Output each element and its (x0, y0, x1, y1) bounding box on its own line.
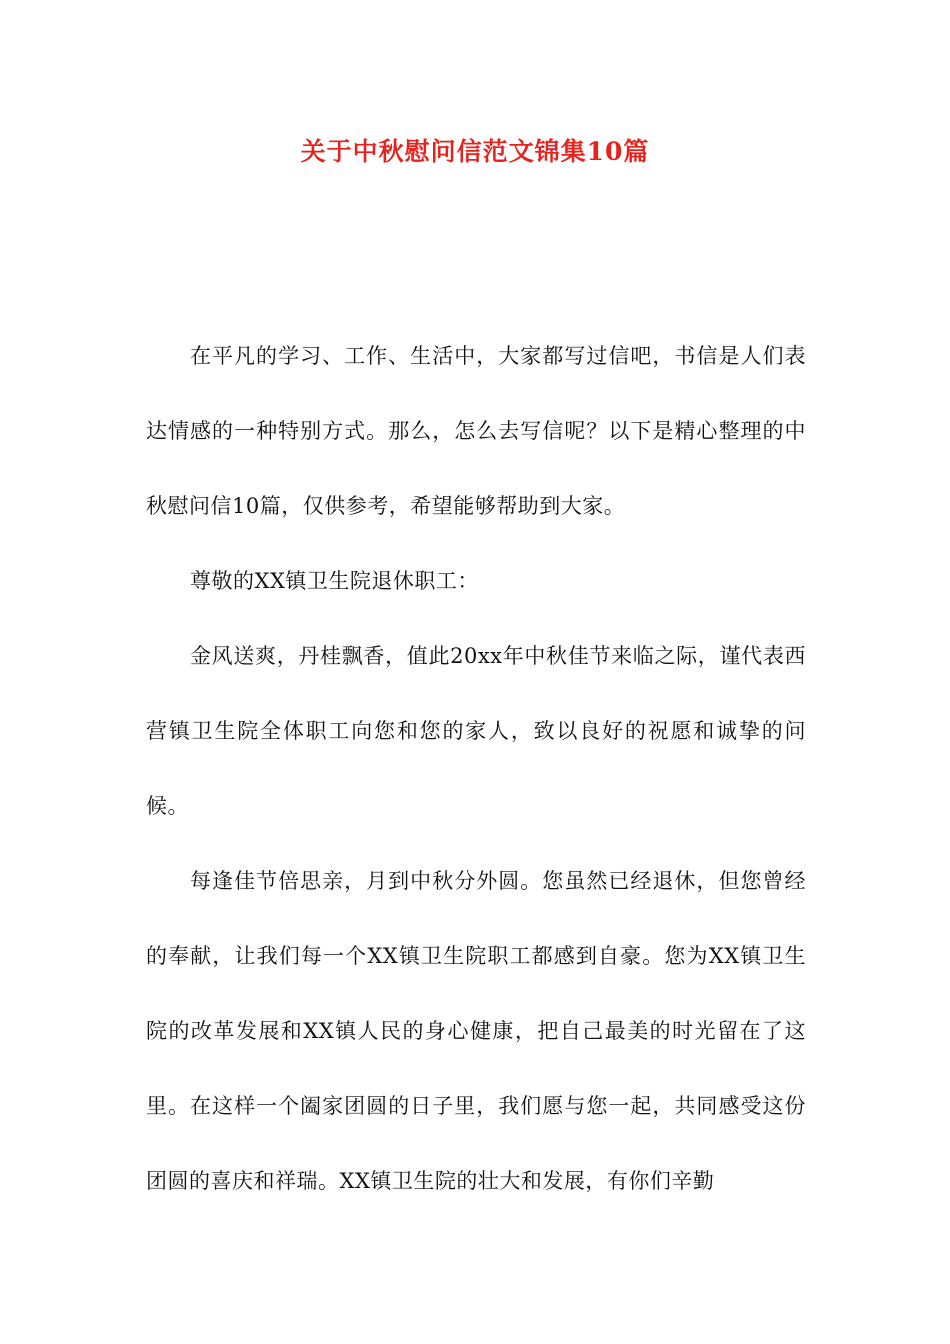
paragraph-body: 每逢佳节倍思亲，月到中秋分外圆。您虽然已经退休，但您曾经的奉献，让我们每一个XX镇卫生院职工都感到自豪。您为XX镇卫生院的改革发展和XX镇人民的身心健康，把自己最美的时光留在了这里。在这样一个阖家团圆的日子里，我们愿与您一起，共同感受这份团圆的喜庆和祥瑞。XX镇卫生院的壮大和发展，有你们辛勤 (146, 869, 806, 1193)
document-title: 关于中秋慰问信范文锦集10篇 (300, 137, 650, 166)
document-body (146, 319, 806, 1219)
paragraph-greeting: 金风送爽，丹桂飘香，值此20xx年中秋佳节来临之际，谨代表西营镇卫生院全体职工向您和您的家人，致以良好的祝愿和诚挚的问候。 (146, 644, 806, 818)
paragraph-intro: 在平凡的学习、工作、生活中，大家都写过信吧，书信是人们表达情感的一种特别方式。那么，怎么去写信呢？以下是精心整理的中秋慰问信10篇，仅供参考，希望能够帮助到大家。 (146, 344, 806, 518)
paragraph-salutation: 尊敬的XX镇卫生院退休职工： (190, 569, 479, 593)
